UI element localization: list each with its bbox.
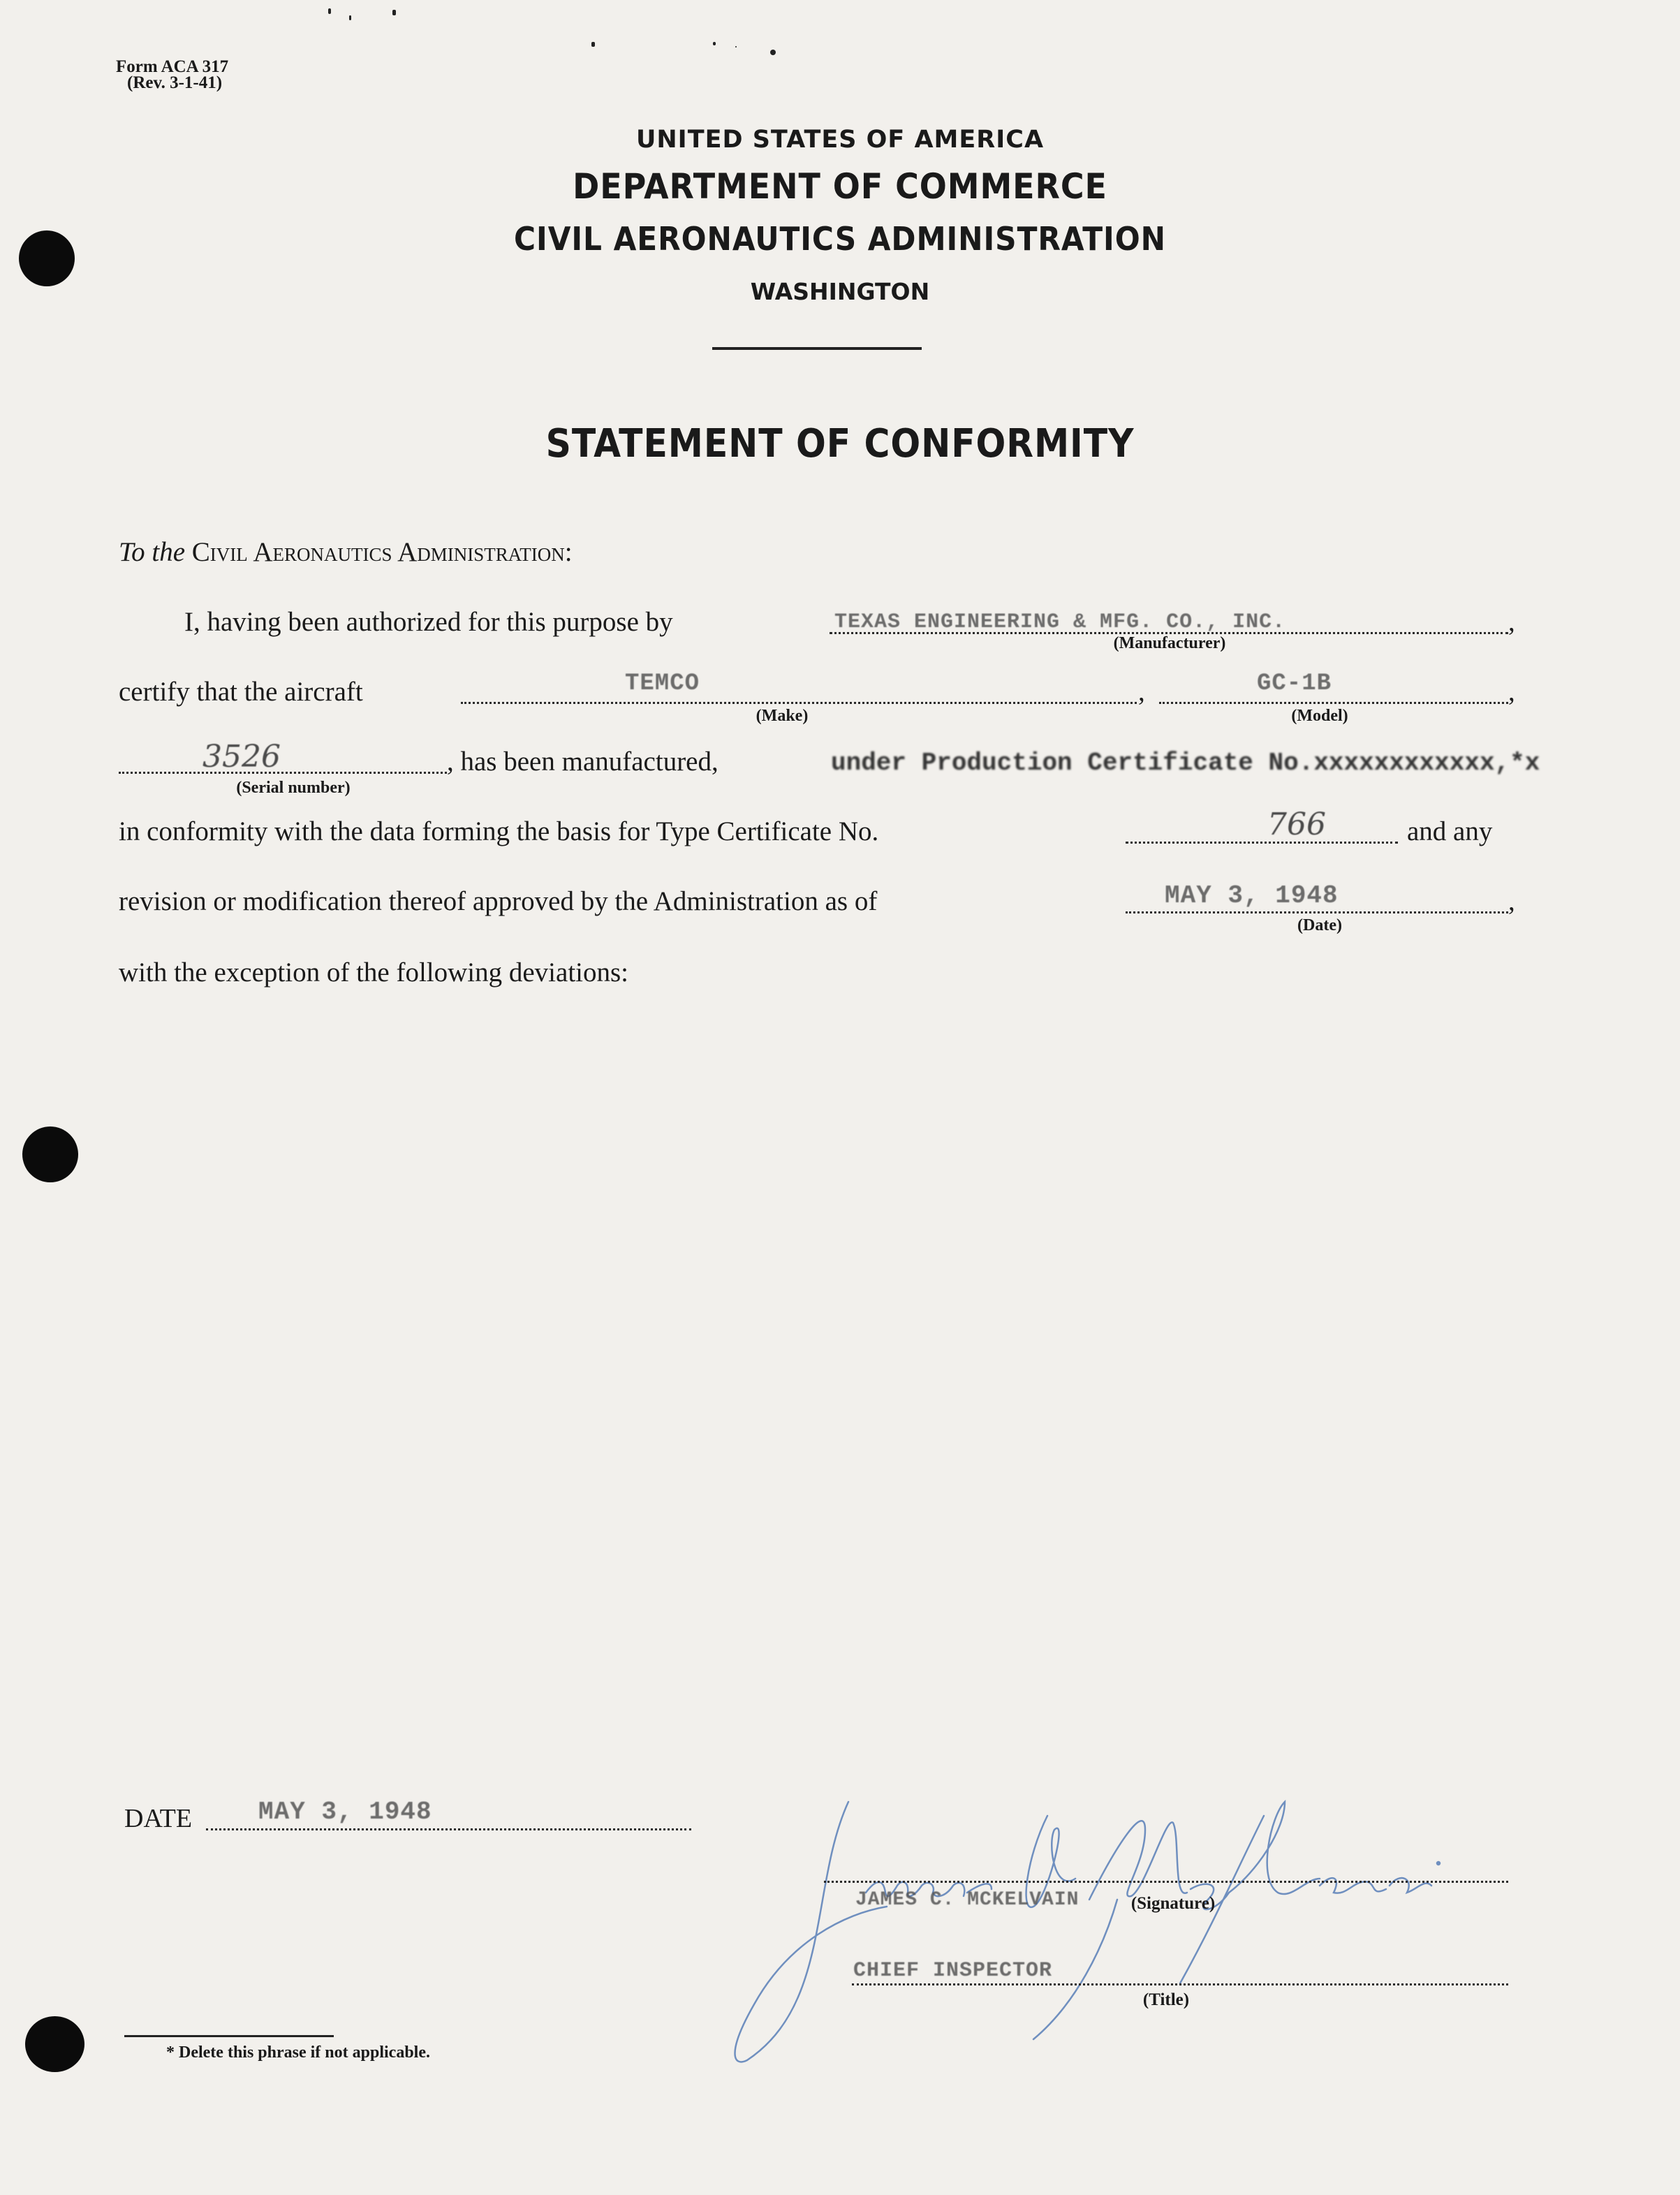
approval-date-label: (Date) — [1297, 916, 1342, 934]
comma: , — [1508, 886, 1515, 916]
make-label: (Make) — [756, 707, 809, 725]
comma: , — [1508, 677, 1515, 707]
title-field-line — [852, 1983, 1508, 1985]
title-field[interactable]: CHIEF INSPECTOR — [853, 1959, 1053, 1983]
body-line-5: revision or modification thereof approved by the Administration as of — [119, 886, 878, 916]
model-label: (Model) — [1291, 707, 1348, 725]
letterhead-city: WASHINGTON — [750, 278, 930, 305]
salutation-colon: : — [564, 537, 573, 567]
manufacturer-field[interactable]: TEXAS ENGINEERING & MFG. CO., INC. — [834, 610, 1286, 634]
footer-date-label: DATE — [124, 1804, 193, 1833]
body-line-6: with the exception of the following deviations: — [119, 957, 629, 988]
type-certificate-field-line — [1126, 842, 1398, 844]
punch-hole-middle — [22, 1126, 78, 1182]
footnote: * Delete this phrase if not applicable. — [166, 2043, 430, 2062]
struck-production-certificate: under Production Certificate No.xxxxxxxxxxxx,*x — [831, 749, 1540, 777]
punch-hole-bottom — [25, 2016, 84, 2072]
document-title: STATEMENT OF CONFORMITY — [545, 421, 1135, 467]
speck — [735, 46, 737, 47]
salutation-addressee: Civil Aeronautics Administration — [191, 537, 565, 567]
salutation-prefix: To the — [119, 537, 186, 567]
body-line-4-suffix: and any — [1407, 816, 1493, 846]
speck — [591, 42, 595, 47]
body-line-4: in conformity with the data forming the basis for Type Certificate No. — [119, 816, 879, 846]
speck — [713, 42, 716, 45]
comma: , — [1138, 677, 1145, 707]
footnote-rule — [124, 2035, 334, 2037]
serial-number-field[interactable]: 3526 — [202, 739, 281, 775]
deviations-area[interactable] — [119, 1006, 1515, 1739]
serial-number-field-line — [119, 772, 447, 774]
type-certificate-field[interactable]: 766 — [1267, 807, 1326, 842]
speck — [349, 15, 351, 20]
make-field[interactable]: TEMCO — [625, 670, 700, 697]
salutation — [119, 536, 573, 568]
title-label: (Title) — [1142, 1990, 1190, 2009]
serial-number-label: (Serial number) — [236, 779, 351, 797]
signature-label: (Signature) — [1130, 1894, 1216, 1913]
model-field[interactable]: GC-1B — [1257, 670, 1332, 697]
speck — [328, 8, 331, 14]
comma: , — [1508, 607, 1515, 637]
signature-field[interactable] — [824, 1788, 1508, 1879]
letterhead-country: UNITED STATES OF AMERICA — [635, 126, 1045, 154]
body-line-1: I, having been authorized for this purpose by — [184, 607, 673, 637]
footer-date-field[interactable]: MAY 3, 1948 — [258, 1798, 432, 1826]
model-field-line — [1159, 702, 1508, 704]
form-number: Form ACA 317 — [116, 57, 229, 76]
signature-typed-name: JAMES C. MCKELVAIN — [855, 1889, 1080, 1911]
signature-field-line — [824, 1881, 1508, 1883]
make-field-line — [461, 702, 1137, 704]
letterhead-agency — [67, 220, 1613, 258]
agency-name: CIVIL AERONAUTICS ADMINISTRATION — [514, 220, 1166, 258]
body-line-3: , has been manufactured, — [447, 747, 719, 777]
speck — [770, 50, 776, 55]
approval-date-field-line — [1126, 911, 1508, 913]
letterhead-department: DEPARTMENT OF COMMERCE — [573, 166, 1107, 207]
approval-date-field[interactable]: MAY 3, 1948 — [1165, 881, 1339, 910]
form-revision: (Rev. 3-1-41) — [127, 73, 223, 92]
manufacturer-label: (Manufacturer) — [1113, 634, 1226, 652]
body-line-2: certify that the aircraft — [119, 677, 363, 707]
speck — [392, 10, 396, 15]
letterhead-rule — [712, 347, 922, 350]
footer-date-field-line — [206, 1828, 691, 1830]
